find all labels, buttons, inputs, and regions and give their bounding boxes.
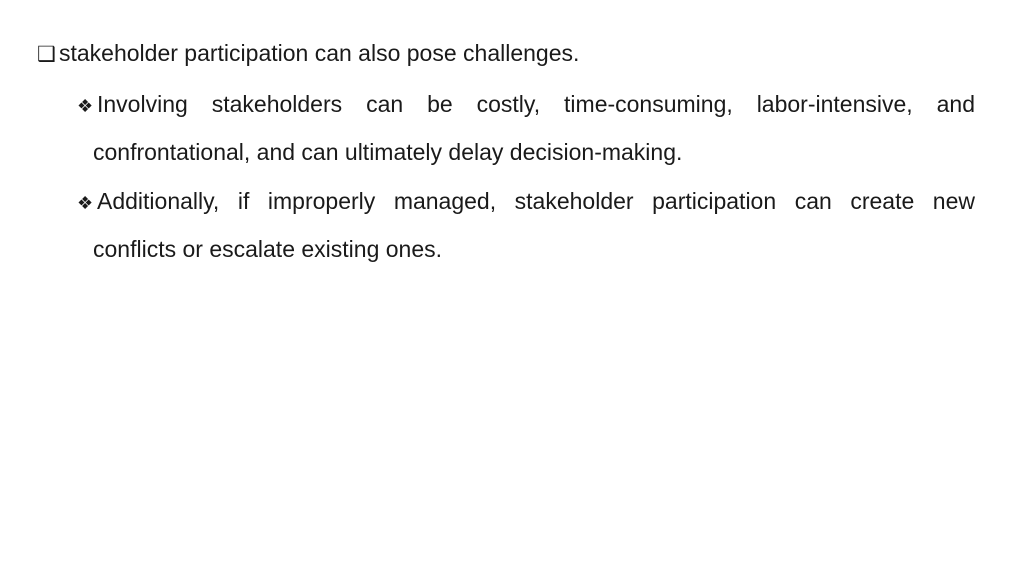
sub-point-2-line-1 <box>77 178 975 226</box>
sub-bullet-point-1 <box>77 81 975 175</box>
sub-point-1-text-line-1: Involving stakeholders can be costly, time-consuming, labor-intensive, and <box>97 91 975 117</box>
sub-bullet-point-2 <box>77 178 975 272</box>
sub-point-1-text-line-2: confrontational, and can ultimately delay decision-making. <box>93 139 683 165</box>
main-point-text: stakeholder participation can also pose challenges. <box>59 40 580 66</box>
diamond-bullet-icon: ❖ <box>77 193 94 213</box>
sub-point-1-line-1 <box>77 81 975 129</box>
main-bullet-point <box>37 36 977 72</box>
sub-point-2-text-line-1: Additionally, if improperly managed, stakeholder participation can create new <box>97 188 975 214</box>
sub-point-2-text-line-2: conflicts or escalate existing ones. <box>93 236 443 262</box>
diamond-bullet-icon: ❖ <box>77 96 94 116</box>
hollow-square-bullet-icon: ❑ <box>37 43 56 66</box>
